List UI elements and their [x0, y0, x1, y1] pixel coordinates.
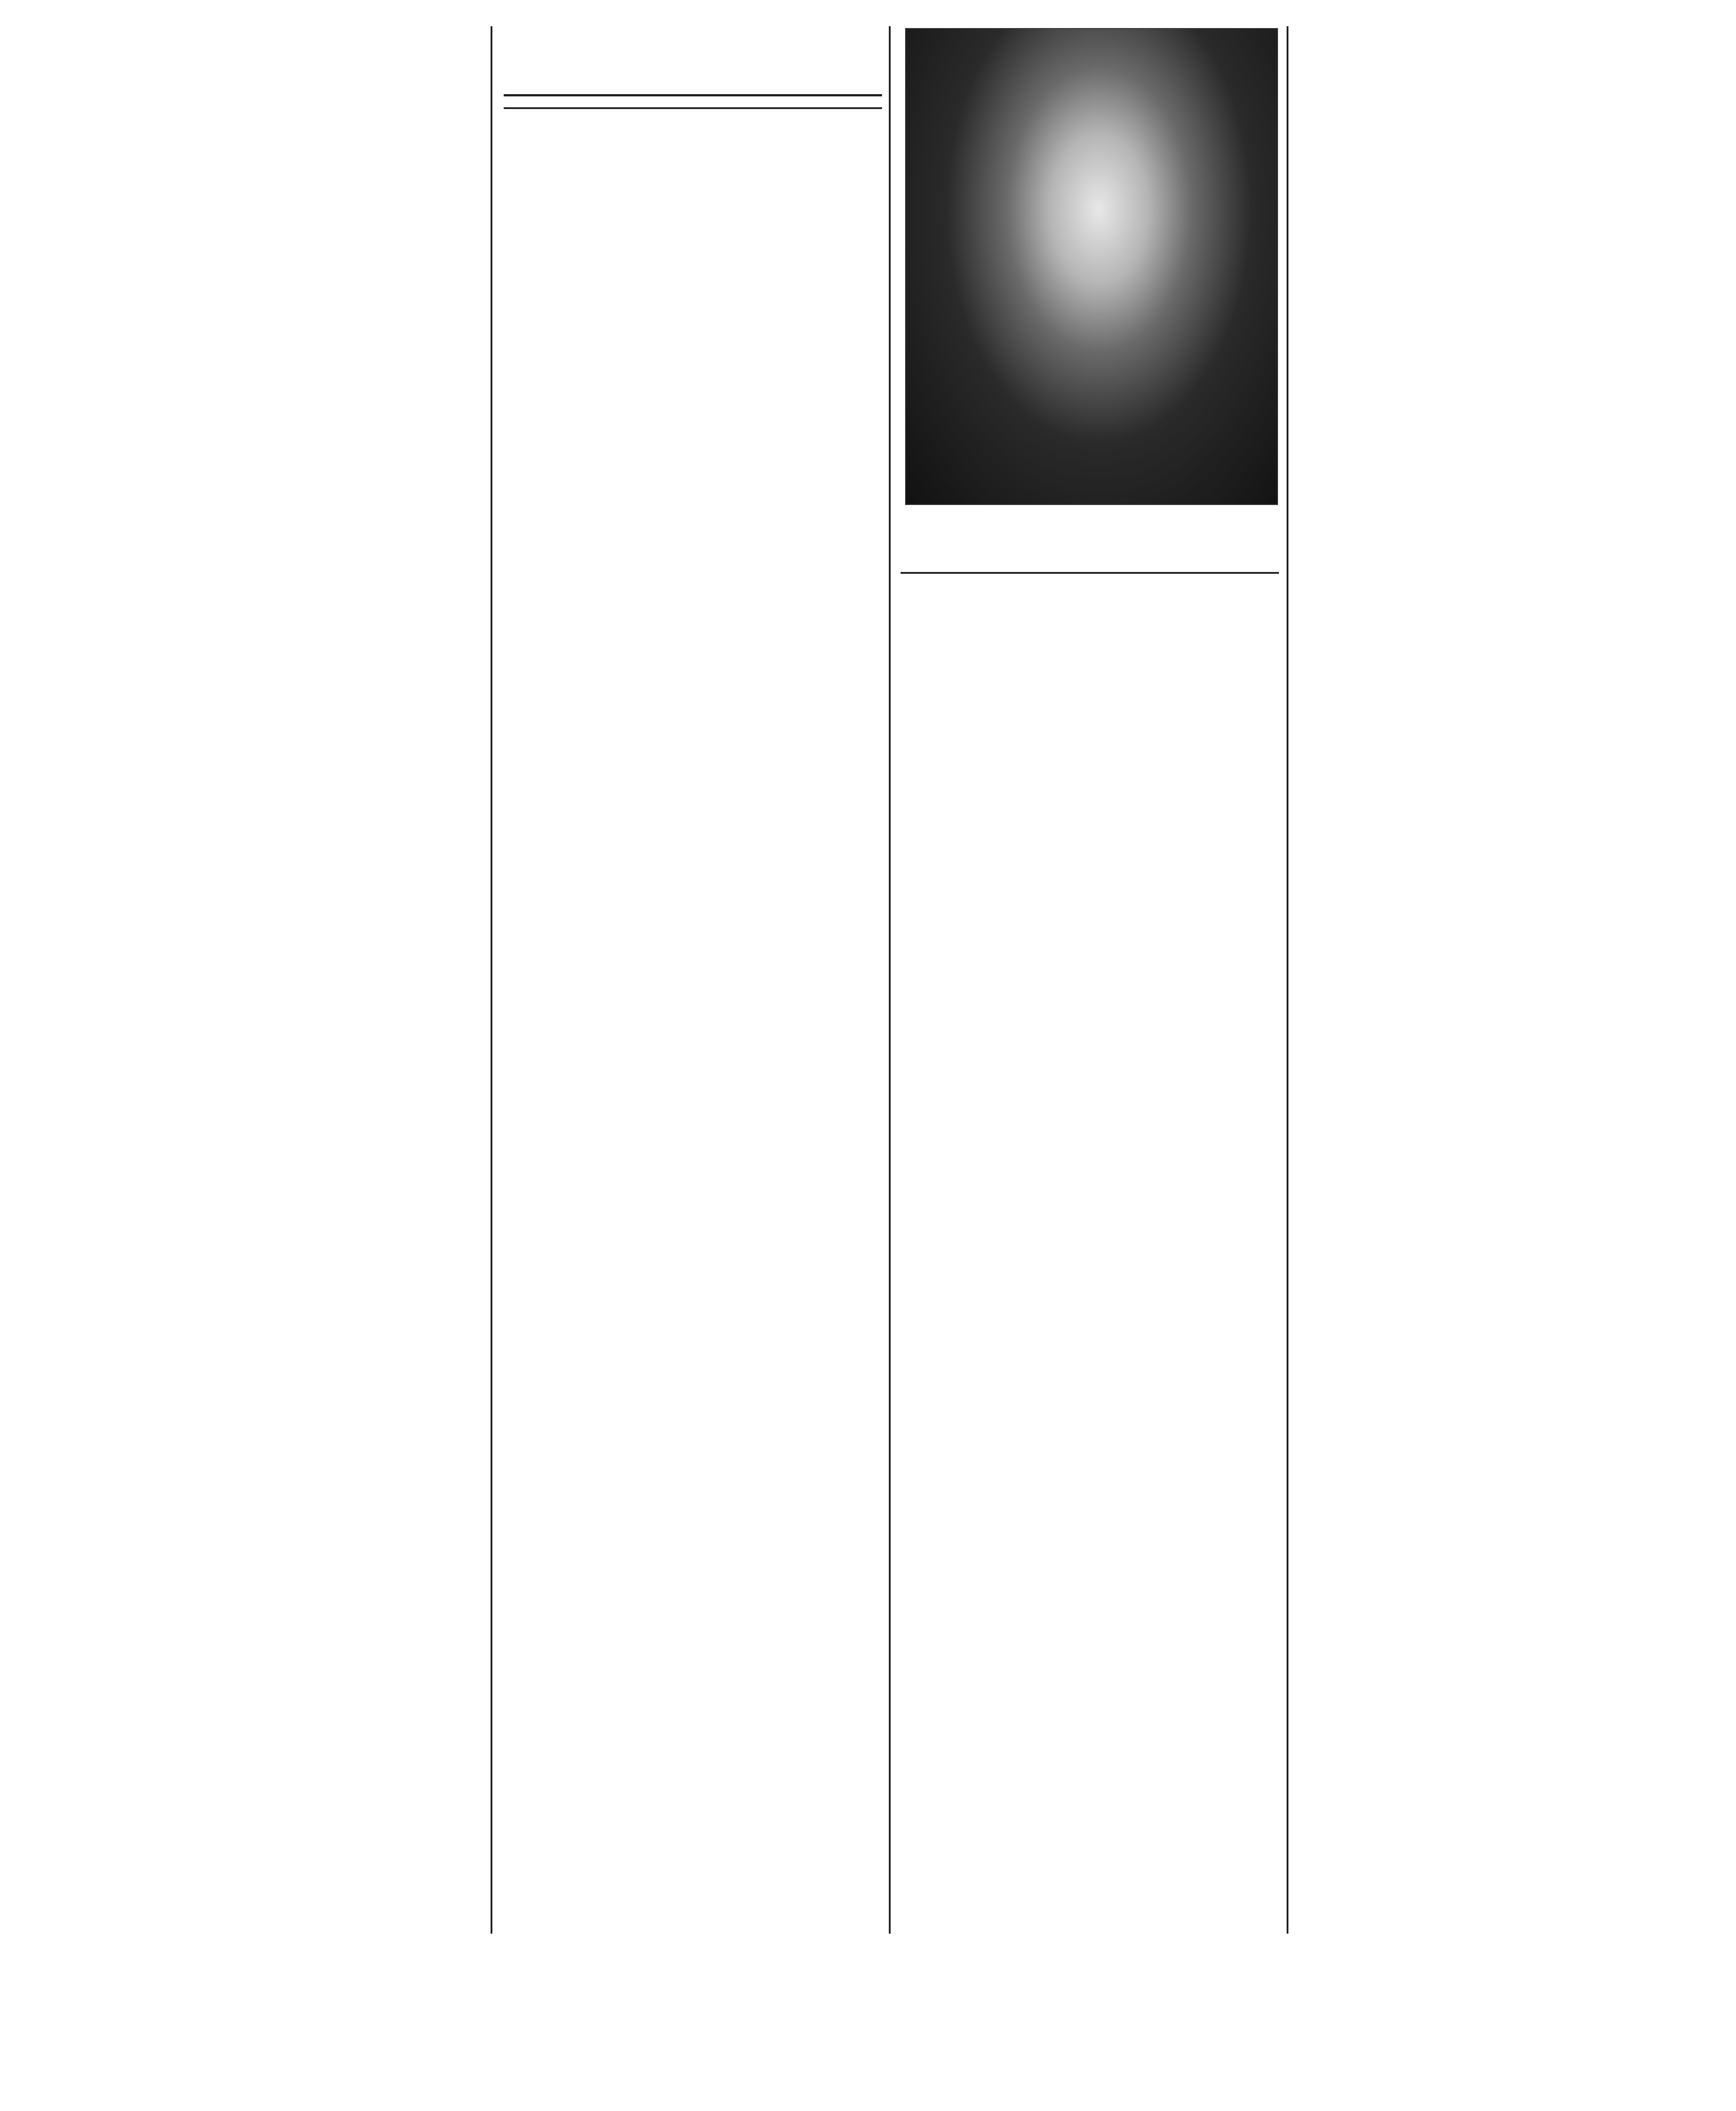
column-rule [889, 26, 891, 1934]
subscriptions-notice [504, 107, 882, 115]
column-2 [504, 26, 882, 121]
date-heading [504, 26, 882, 96]
column-3 [901, 26, 1279, 574]
kathleen-ferrier-photo [905, 28, 1278, 505]
column-rule [491, 26, 492, 1934]
photo-caption [901, 505, 1279, 574]
column-rule [1287, 26, 1288, 1934]
